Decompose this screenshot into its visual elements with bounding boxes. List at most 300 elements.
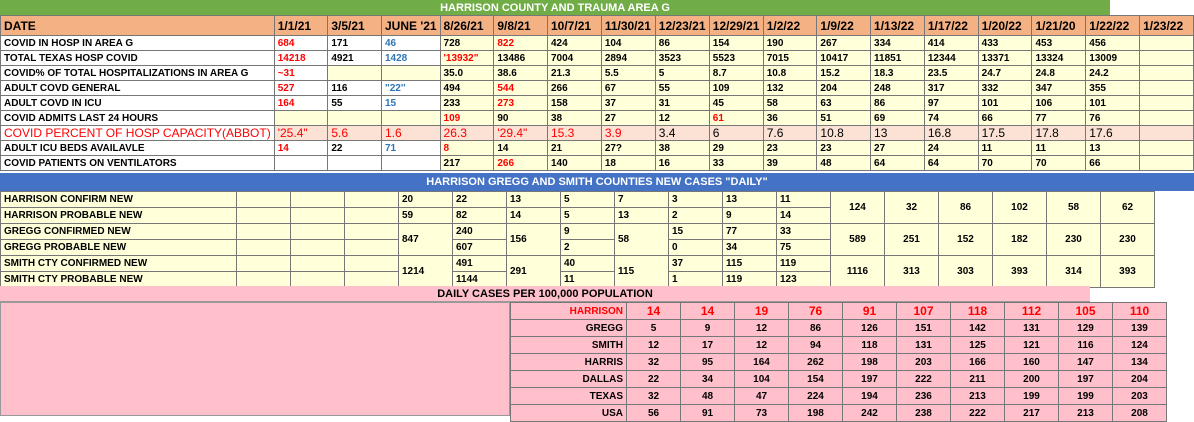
data-cell: 18 xyxy=(601,156,655,171)
jan2-cell: 9 xyxy=(723,208,777,224)
date-header: 1/23/22 xyxy=(1140,16,1194,36)
data-cell xyxy=(274,111,328,126)
row-label: TOTAL TEXAS HOSP COVID xyxy=(1,51,275,66)
data-cell: 266 xyxy=(494,156,548,171)
nov30-cell: 40 xyxy=(561,256,615,272)
row-label: HARRISON CONFIRM NEW xyxy=(1,192,237,208)
data-cell xyxy=(1140,66,1194,81)
data-cell: 8.7 xyxy=(709,66,763,81)
date-header: 1/21/20 xyxy=(1032,16,1086,36)
per100k-value: 204 xyxy=(1113,371,1167,388)
data-cell: 24.7 xyxy=(978,66,1032,81)
per100k-value: 86 xyxy=(789,320,843,337)
data-cell: 37 xyxy=(601,96,655,111)
jan20-cell: 303 xyxy=(939,256,993,288)
sep8-cell: 82 xyxy=(453,208,507,224)
data-cell: 23.5 xyxy=(924,66,978,81)
nov30-cell: 9 xyxy=(561,224,615,240)
per100k-value: 139 xyxy=(1113,320,1167,337)
per100k-value: 121 xyxy=(1005,337,1059,354)
data-cell: 3.9 xyxy=(601,126,655,141)
per100k-value: 129 xyxy=(1059,320,1113,337)
empty-cell xyxy=(291,224,345,240)
data-cell: 22 xyxy=(328,141,382,156)
data-cell: 101 xyxy=(1086,96,1140,111)
per100k-value: 95 xyxy=(681,354,735,371)
per100k-value: 199 xyxy=(1059,388,1113,405)
row-label: COVID PERCENT OF HOSP CAPACITY(ABBOT) xyxy=(1,126,275,141)
data-row xyxy=(1,156,1194,171)
data-cell: 11 xyxy=(1032,141,1086,156)
data-cell: 90 xyxy=(494,111,548,126)
data-cell: 2894 xyxy=(601,51,655,66)
data-cell: 64 xyxy=(871,156,925,171)
date-header: 1/20/22 xyxy=(978,16,1032,36)
data-cell: 69 xyxy=(871,111,925,126)
data-row xyxy=(1,51,1194,66)
per100k-row xyxy=(511,405,1167,422)
per100k-value: 194 xyxy=(843,388,897,405)
dec23-cell: 58 xyxy=(615,224,669,256)
data-cell xyxy=(328,111,382,126)
data-cell: 158 xyxy=(548,96,602,111)
data-cell: 27? xyxy=(601,141,655,156)
per100k-value: 224 xyxy=(789,388,843,405)
per100k-value: 116 xyxy=(1059,337,1113,354)
row-label: ADULT COVD GENERAL xyxy=(1,81,275,96)
city-label: GREGG xyxy=(511,320,627,337)
data-cell: 70 xyxy=(1032,156,1086,171)
dec29-cell: 0 xyxy=(669,240,723,256)
data-row xyxy=(1,111,1194,126)
jan20-cell: 152 xyxy=(939,224,993,256)
per100k-blank-area xyxy=(0,302,510,416)
data-cell: 164 xyxy=(274,96,328,111)
jan22-cell: 314 xyxy=(1047,256,1101,288)
data-cell: 74 xyxy=(924,111,978,126)
data-cell: 66 xyxy=(978,111,1032,126)
data-cell xyxy=(1140,156,1194,171)
per100k-value: 48 xyxy=(681,388,735,405)
data-cell: 23 xyxy=(763,141,817,156)
empty-cell xyxy=(345,240,399,256)
jan21-cell: 102 xyxy=(993,192,1047,224)
data-cell: 27 xyxy=(871,141,925,156)
per100k-value: 104 xyxy=(735,371,789,388)
empty-cell xyxy=(237,256,291,272)
empty-cell xyxy=(237,208,291,224)
row-label: COVID IN HOSP IN AREA G xyxy=(1,36,275,51)
data-cell: 11851 xyxy=(871,51,925,66)
per100k-value: 200 xyxy=(1005,371,1059,388)
dec23-cell: 7 xyxy=(615,192,669,208)
data-cell xyxy=(1140,81,1194,96)
data-cell: 5 xyxy=(655,66,709,81)
empty-cell xyxy=(345,224,399,240)
date-header: 11/30/21 xyxy=(601,16,655,36)
data-cell: 67 xyxy=(601,81,655,96)
per100k-row xyxy=(511,320,1167,337)
date-header: 1/22/22 xyxy=(1086,16,1140,36)
data-cell: 453 xyxy=(1032,36,1086,51)
data-cell: 51 xyxy=(817,111,871,126)
data-cell: 11 xyxy=(978,141,1032,156)
jan9-cell: 14 xyxy=(777,208,831,224)
hospital-table xyxy=(0,15,1194,171)
per100k-value: 91 xyxy=(843,303,897,320)
data-cell: '13932" xyxy=(440,51,494,66)
data-cell: 16 xyxy=(655,156,709,171)
data-cell: 46 xyxy=(382,36,441,51)
per100k-value: 112 xyxy=(1005,303,1059,320)
per100k-value: 118 xyxy=(951,303,1005,320)
city-label: DALLAS xyxy=(511,371,627,388)
date-header: 3/5/21 xyxy=(328,16,382,36)
data-cell: 18.3 xyxy=(871,66,925,81)
data-cell: 35.0 xyxy=(440,66,494,81)
row-label: SMITH CTY CONFIRMED NEW xyxy=(1,256,237,272)
per100k-value: 236 xyxy=(897,388,951,405)
nov30-cell: 2 xyxy=(561,240,615,256)
per100k-value: 118 xyxy=(843,337,897,354)
data-cell: 13 xyxy=(1086,141,1140,156)
aug26-cell: 847 xyxy=(399,224,453,256)
per100k-value: 94 xyxy=(789,337,843,354)
data-cell: 17.5 xyxy=(978,126,1032,141)
jan2-cell: 77 xyxy=(723,224,777,240)
data-cell: 12 xyxy=(655,111,709,126)
data-cell: 204 xyxy=(817,81,871,96)
data-cell: 355 xyxy=(1086,81,1140,96)
per100k-value: 34 xyxy=(681,371,735,388)
date-header: 12/29/21 xyxy=(709,16,763,36)
data-cell: 317 xyxy=(924,81,978,96)
data-cell xyxy=(1140,111,1194,126)
jan9-cell: 119 xyxy=(777,256,831,272)
data-cell: 217 xyxy=(440,156,494,171)
per100k-row xyxy=(511,354,1167,371)
jan9-cell: 123 xyxy=(777,272,831,288)
data-cell: 36 xyxy=(763,111,817,126)
data-cell: 38 xyxy=(548,111,602,126)
data-cell: 248 xyxy=(871,81,925,96)
data-cell xyxy=(1140,141,1194,156)
per100k-value: 222 xyxy=(897,371,951,388)
per100k-value: 242 xyxy=(843,405,897,422)
data-cell: '25.4" xyxy=(274,126,328,141)
data-cell: 13371 xyxy=(978,51,1032,66)
sep8-cell: 240 xyxy=(453,224,507,240)
data-cell: 55 xyxy=(655,81,709,96)
sep8-cell: 491 xyxy=(453,256,507,272)
date-header: 1/17/22 xyxy=(924,16,978,36)
per100k-value: 213 xyxy=(951,388,1005,405)
jan13-cell: 1116 xyxy=(831,256,885,288)
per100k-row xyxy=(511,303,1167,320)
oct7-cell: 156 xyxy=(507,224,561,256)
date-header: 1/13/22 xyxy=(871,16,925,36)
empty-cell xyxy=(237,240,291,256)
per100k-value: 91 xyxy=(681,405,735,422)
per100k-value: 203 xyxy=(1113,388,1167,405)
data-cell: 456 xyxy=(1086,36,1140,51)
data-cell: 15 xyxy=(382,96,441,111)
jan17-cell: 32 xyxy=(885,192,939,224)
per100k-value: 12 xyxy=(627,337,681,354)
date-header: JUNE '21 xyxy=(382,16,441,36)
per100k-value: 154 xyxy=(789,371,843,388)
data-cell xyxy=(1140,96,1194,111)
data-row xyxy=(1,126,1194,141)
data-cell xyxy=(1140,126,1194,141)
date-header: 8/26/21 xyxy=(440,16,494,36)
date-header: 1/2/22 xyxy=(763,16,817,36)
empty-cell xyxy=(291,240,345,256)
data-cell: 106 xyxy=(1032,96,1086,111)
header-row xyxy=(1,16,1194,36)
per100k-value: 125 xyxy=(951,337,1005,354)
data-cell: 109 xyxy=(709,81,763,96)
data-cell: 273 xyxy=(494,96,548,111)
data-cell: 132 xyxy=(763,81,817,96)
jan17-cell: 251 xyxy=(885,224,939,256)
new-cases-row xyxy=(1,192,1155,208)
aug26-cell: 1214 xyxy=(399,256,453,288)
data-cell xyxy=(328,156,382,171)
data-cell: 267 xyxy=(817,36,871,51)
row-label: GREGG CONFIRMED NEW xyxy=(1,224,237,240)
data-cell: 63 xyxy=(817,96,871,111)
per100k-value: 217 xyxy=(1005,405,1059,422)
data-cell: 12344 xyxy=(924,51,978,66)
data-cell: 14 xyxy=(274,141,328,156)
data-cell: 71 xyxy=(382,141,441,156)
per100k-value: 262 xyxy=(789,354,843,371)
data-cell: 527 xyxy=(274,81,328,96)
per100k-value: 166 xyxy=(951,354,1005,371)
data-cell: 347 xyxy=(1032,81,1086,96)
dec29-cell: 37 xyxy=(669,256,723,272)
per100k-value: 134 xyxy=(1113,354,1167,371)
data-cell: 8 xyxy=(440,141,494,156)
data-cell xyxy=(328,66,382,81)
nov30-cell: 5 xyxy=(561,192,615,208)
per100k-value: 197 xyxy=(843,371,897,388)
data-row xyxy=(1,66,1194,81)
row-label: COVID% OF TOTAL HOSPITALIZATIONS IN AREA G xyxy=(1,66,275,81)
data-cell: 48 xyxy=(817,156,871,171)
per100k-value: 47 xyxy=(735,388,789,405)
data-cell: 10.8 xyxy=(763,66,817,81)
per100k-value: 107 xyxy=(897,303,951,320)
data-cell: 5.5 xyxy=(601,66,655,81)
data-cell: 16.8 xyxy=(924,126,978,141)
empty-cell xyxy=(291,208,345,224)
empty-cell xyxy=(345,208,399,224)
data-cell: 26.3 xyxy=(440,126,494,141)
data-cell: 140 xyxy=(548,156,602,171)
jan23-cell: 230 xyxy=(1101,224,1155,256)
top-banner: HARRISON COUNTY AND TRAUMA AREA G xyxy=(0,0,1110,15)
data-cell: 27 xyxy=(601,111,655,126)
data-cell: 101 xyxy=(978,96,1032,111)
row-label: GREGG PROBABLE NEW xyxy=(1,240,237,256)
data-cell: 109 xyxy=(440,111,494,126)
jan2-cell: 34 xyxy=(723,240,777,256)
row-label: ADULT COVD IN ICU xyxy=(1,96,275,111)
jan13-cell: 589 xyxy=(831,224,885,256)
dec29-cell: 1 xyxy=(669,272,723,288)
jan2-cell: 119 xyxy=(723,272,777,288)
jan9-cell: 75 xyxy=(777,240,831,256)
data-cell: 24 xyxy=(924,141,978,156)
dec29-cell: 2 xyxy=(669,208,723,224)
per100k-value: 14 xyxy=(681,303,735,320)
date-header: 1/1/21 xyxy=(274,16,328,36)
jan13-cell: 124 xyxy=(831,192,885,224)
data-row xyxy=(1,141,1194,156)
empty-cell xyxy=(345,256,399,272)
data-cell: 17.8 xyxy=(1032,126,1086,141)
sep8-cell: 607 xyxy=(453,240,507,256)
data-cell: 21 xyxy=(548,141,602,156)
data-row xyxy=(1,36,1194,51)
data-cell: 233 xyxy=(440,96,494,111)
data-cell: 154 xyxy=(709,36,763,51)
per100k-row xyxy=(511,371,1167,388)
data-cell: 10417 xyxy=(817,51,871,66)
jan22-cell: 58 xyxy=(1047,192,1101,224)
city-label: HARRISON xyxy=(511,303,627,320)
data-cell: 190 xyxy=(763,36,817,51)
data-cell: '29.4" xyxy=(494,126,548,141)
data-cell: 332 xyxy=(978,81,1032,96)
data-cell: 14218 xyxy=(274,51,328,66)
data-cell: 45 xyxy=(709,96,763,111)
data-cell xyxy=(382,66,441,81)
date-header: 1/9/22 xyxy=(817,16,871,36)
data-cell: ~31 xyxy=(274,66,328,81)
per100k-value: 22 xyxy=(627,371,681,388)
aug26-cell: 59 xyxy=(399,208,453,224)
data-cell: 15.3 xyxy=(548,126,602,141)
per100k-value: 105 xyxy=(1059,303,1113,320)
data-cell: 5523 xyxy=(709,51,763,66)
data-cell: 684 xyxy=(274,36,328,51)
per100k-value: 238 xyxy=(897,405,951,422)
data-cell: 61 xyxy=(709,111,763,126)
dec23-cell: 13 xyxy=(615,208,669,224)
jan20-cell: 86 xyxy=(939,192,993,224)
sep8-cell: 1144 xyxy=(453,272,507,288)
header-label: DATE xyxy=(1,16,275,36)
new-cases-row xyxy=(1,224,1155,240)
per100k-value: 198 xyxy=(843,354,897,371)
per100k-value: 56 xyxy=(627,405,681,422)
per100k-value: 213 xyxy=(1059,405,1113,422)
data-row xyxy=(1,96,1194,111)
row-label: COVID PATIENTS ON VENTILATORS xyxy=(1,156,275,171)
per100k-value: 110 xyxy=(1113,303,1167,320)
per100k-value: 14 xyxy=(627,303,681,320)
jan23-cell: 393 xyxy=(1101,256,1155,288)
per100k-value: 131 xyxy=(897,337,951,354)
jan23-cell: 62 xyxy=(1101,192,1155,224)
per100k-value: 164 xyxy=(735,354,789,371)
data-cell: 544 xyxy=(494,81,548,96)
data-cell: 7004 xyxy=(548,51,602,66)
dec29-cell: 3 xyxy=(669,192,723,208)
jan2-cell: 13 xyxy=(723,192,777,208)
per100k-value: 142 xyxy=(951,320,1005,337)
per100k-value: 73 xyxy=(735,405,789,422)
data-cell: 86 xyxy=(871,96,925,111)
date-header: 9/8/21 xyxy=(494,16,548,36)
per100k-value: 32 xyxy=(627,354,681,371)
jan22-cell: 230 xyxy=(1047,224,1101,256)
data-cell: 334 xyxy=(871,36,925,51)
data-cell: 29 xyxy=(709,141,763,156)
data-cell xyxy=(382,111,441,126)
per100k-table xyxy=(510,302,1167,422)
dec29-cell: 15 xyxy=(669,224,723,240)
data-row xyxy=(1,81,1194,96)
per100k-value: 222 xyxy=(951,405,1005,422)
data-cell: 38.6 xyxy=(494,66,548,81)
data-cell: 15.2 xyxy=(817,66,871,81)
data-cell: 24.8 xyxy=(1032,66,1086,81)
per100k-value: 12 xyxy=(735,337,789,354)
oct7-cell: 13 xyxy=(507,192,561,208)
data-cell: 97 xyxy=(924,96,978,111)
data-cell: 17.6 xyxy=(1086,126,1140,141)
data-cell: 64 xyxy=(924,156,978,171)
data-cell: 13324 xyxy=(1032,51,1086,66)
data-cell: 13486 xyxy=(494,51,548,66)
data-cell: 10.8 xyxy=(817,126,871,141)
nov30-cell: 5 xyxy=(561,208,615,224)
per100k-row xyxy=(511,337,1167,354)
per100k-value: 131 xyxy=(1005,320,1059,337)
city-label: HARRIS xyxy=(511,354,627,371)
city-label: TEXAS xyxy=(511,388,627,405)
per100k-value: 126 xyxy=(843,320,897,337)
date-header: 12/23/21 xyxy=(655,16,709,36)
per100k-value: 17 xyxy=(681,337,735,354)
new-cases-row xyxy=(1,256,1155,272)
row-label: HARRISON PROBABLE NEW xyxy=(1,208,237,224)
data-cell: 33 xyxy=(709,156,763,171)
data-cell: 3523 xyxy=(655,51,709,66)
empty-cell xyxy=(237,224,291,240)
per100k-value: 32 xyxy=(627,388,681,405)
date-header: 10/7/21 xyxy=(548,16,602,36)
data-cell: 7.6 xyxy=(763,126,817,141)
data-cell: 414 xyxy=(924,36,978,51)
data-cell: 171 xyxy=(328,36,382,51)
data-cell: 13009 xyxy=(1086,51,1140,66)
per100k-value: 160 xyxy=(1005,354,1059,371)
per100k-title: DAILY CASES PER 100,000 POPULATION xyxy=(0,286,1090,302)
data-cell xyxy=(382,156,441,171)
data-cell: 1.6 xyxy=(382,126,441,141)
data-cell: 77 xyxy=(1032,111,1086,126)
jan9-cell: 33 xyxy=(777,224,831,240)
data-cell xyxy=(1140,36,1194,51)
data-cell: 822 xyxy=(494,36,548,51)
data-cell: 1428 xyxy=(382,51,441,66)
data-cell: 70 xyxy=(978,156,1032,171)
